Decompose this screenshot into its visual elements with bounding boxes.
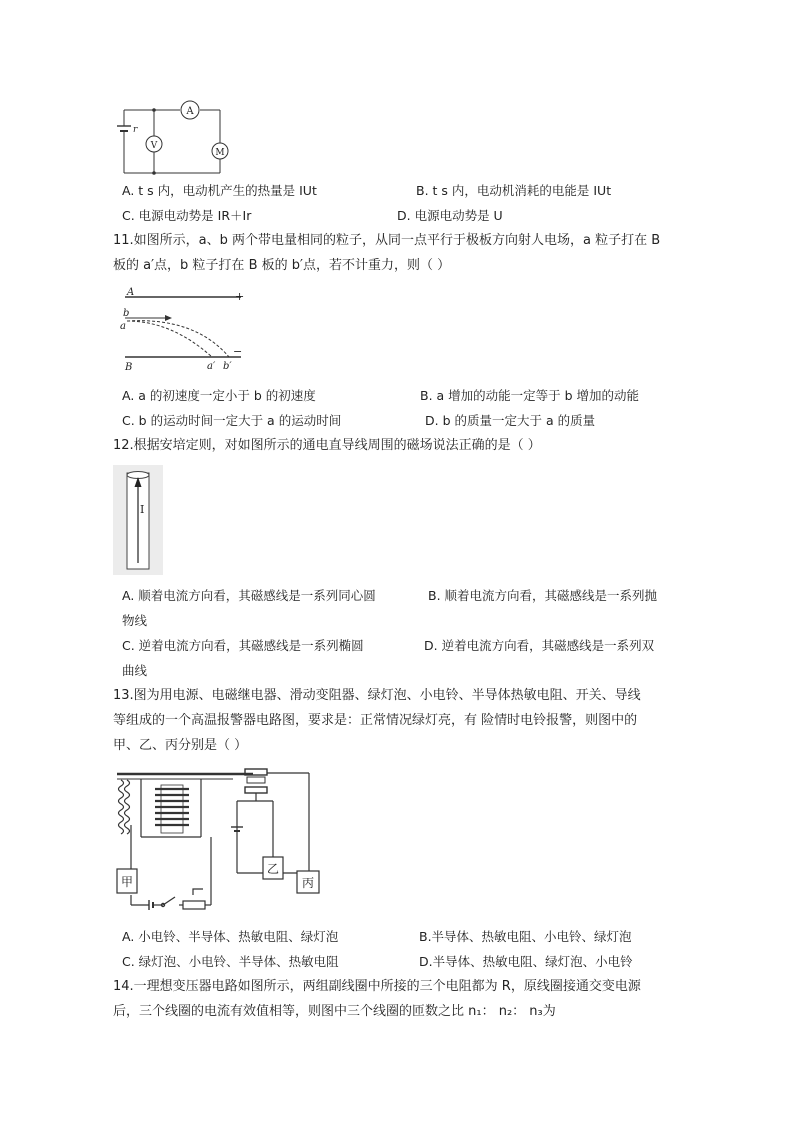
q11-option-b: B. a 增加的动能一定等于 b 增加的动能 [420, 388, 640, 403]
q12-stem: 12.根据安培定则，对如图所示的通电直导线周围的磁场说法正确的是（ ） [113, 438, 541, 453]
a-prime-label: a′ [207, 361, 216, 372]
q10-option-c: C. 电源电动势是 IR＋Ir [122, 208, 252, 223]
q12-option-b-line1: B. 顺着电流方向看，其磁感线是一系列抛 [428, 588, 658, 603]
q13-stem-line1: 13.图为用电源、电磁继电器、滑动变阻器、绿灯泡、小电铃、半导体热敏电阻、开关、导线 [113, 688, 641, 703]
label-bing: 丙 [301, 876, 315, 890]
q10-option-a: A. t s 内，电动机产生的热量是 IUt [122, 183, 317, 198]
q11-stem-line1: 11.如图所示，a、b 两个带电量相同的粒子，从同一点平行于极板方向射人电场，a 粒子打在 B [113, 233, 661, 248]
q13-option-b: B.半导体、热敏电阻、小电铃、绿灯泡 [419, 929, 632, 944]
particle-a-label: a [120, 321, 126, 332]
q10-option-d: D. 电源电动势是 U [397, 208, 503, 223]
particle-b-label: b [123, 308, 130, 319]
q13-stem-line3: 甲、乙、丙分别是（ ） [113, 738, 248, 753]
q11-option-c: C. b 的运动时间一定大于 a 的运动时间 [122, 413, 342, 428]
b-prime-label: b′ [223, 361, 232, 372]
q12-option-b-line2: 物线 [122, 613, 148, 628]
q13-option-a: A. 小电铃、半导体、热敏电阻、绿灯泡 [122, 929, 339, 944]
q10-option-b: B. t s 内，电动机消耗的电能是 IUt [416, 183, 612, 198]
q13-alarm-circuit-figure [113, 765, 323, 915]
voltmeter-label: V [150, 141, 158, 151]
q11-option-d: D. b 的质量一定大于 a 的质量 [425, 413, 596, 428]
ammeter-label: A [186, 106, 194, 117]
q12-option-a: A. 顺着电流方向看，其磁感线是一系列同心圆 [122, 588, 376, 603]
label-yi: 乙 [266, 862, 280, 876]
q11-option-a: A. a 的初速度一定小于 b 的初速度 [122, 388, 316, 403]
q13-option-d: D.半导体、热敏电阻、绿灯泡、小电铃 [419, 954, 633, 969]
q12-wire-figure [113, 465, 163, 575]
plate-a-label: A [127, 287, 135, 298]
q10-circuit-figure [112, 98, 252, 178]
label-jia: 甲 [120, 875, 134, 889]
q14-stem-line2: 后，三个线圈的电流有效值相等，则图中三个线圈的匝数之比 n₁： n₂： n₃为 [113, 1004, 556, 1019]
q12-option-d-line1: D. 逆着电流方向看，其磁感线是一系列双 [424, 638, 655, 653]
motor-label: M [215, 148, 225, 158]
plus-sign: + [235, 290, 245, 303]
current-label: I [140, 503, 145, 516]
q11-stem-line2: 板的 a′点，b 粒子打在 B 板的 b′点，若不计重力，则（ ） [113, 258, 451, 273]
q12-option-d-line2: 曲线 [122, 663, 148, 678]
q13-stem-line2: 等组成的一个高温报警器电路图，要求是：正常情况绿灯亮，有 险情时电铃报警，则图中的 [113, 713, 638, 728]
minus-sign: − [233, 345, 243, 358]
q13-option-c: C. 绿灯泡、小电铃、半导体、热敏电阻 [122, 954, 339, 969]
plate-b-label: B [125, 362, 133, 373]
q11-deflection-figure [117, 287, 247, 375]
q12-option-c: C. 逆着电流方向看，其磁感线是一系列椭圆 [122, 638, 364, 653]
q14-stem-line1: 14.一理想变压器电路如图所示，两组副线圈中所接的三个电阻都为 R，原线圈接通交变电源 [113, 979, 641, 994]
internal-resistance-label: r [133, 125, 138, 135]
